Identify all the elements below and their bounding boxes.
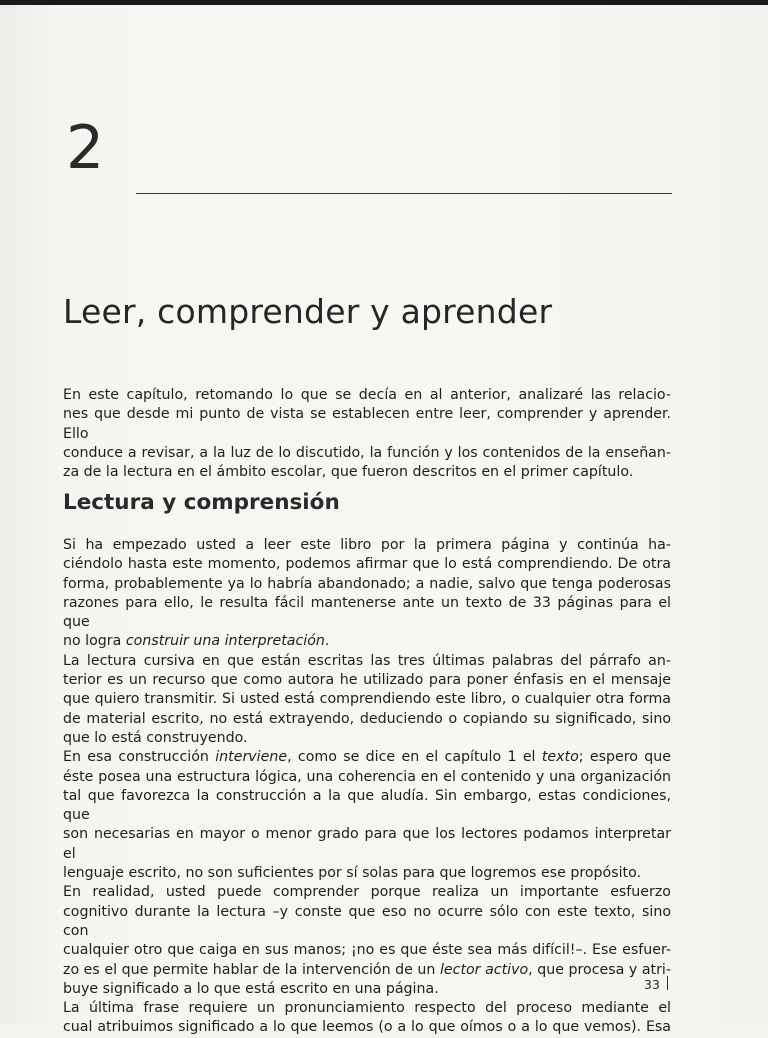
text-line xyxy=(63,729,671,748)
text-line xyxy=(63,748,671,767)
text-run: , como se dice en el capítulo 1 el xyxy=(287,749,542,766)
text-line xyxy=(63,690,671,709)
chapter-title: Leer, comprender y aprender xyxy=(63,292,553,331)
scan-top-edge xyxy=(0,0,768,5)
text-line xyxy=(63,864,671,883)
text-line xyxy=(63,463,671,482)
intro-paragraph xyxy=(63,386,671,482)
text-line xyxy=(63,405,671,444)
text-line xyxy=(63,961,671,980)
text-line xyxy=(63,555,671,574)
line-text: En este capítulo, retomando lo que se decía en al anterior, analizaré las relacio- xyxy=(63,387,671,403)
text-run: cognitivo durante la lectura –y conste que eso no ocurre sólo con este texto, sino con xyxy=(63,903,671,939)
body-paragraph xyxy=(63,748,671,883)
line-text: conduce a revisar, a la luz de lo discutido, la función y los contenidos de la enseñan- xyxy=(63,444,671,461)
text-line xyxy=(63,652,671,671)
text-run: de material escrito, no está extrayendo, deduciendo o copiando su significado, sino xyxy=(63,710,671,727)
text-line xyxy=(63,671,671,690)
italic-run: texto xyxy=(541,749,579,766)
text-run: . xyxy=(324,633,330,650)
text-line xyxy=(63,825,671,864)
text-run: En esa construcción xyxy=(63,749,216,766)
text-line xyxy=(63,980,671,999)
page-number: 33 xyxy=(644,977,660,992)
line-text: nes que desde mi punto de vista se establecen entre leer, comprender y aprender. Ello xyxy=(63,406,671,442)
text-run: razones para ello, le resulta fácil mantenerse ante un texto de 33 páginas para el que xyxy=(63,594,671,631)
text-run: terior es un recurso que como autora he utilizado para poner énfasis en el mensaje xyxy=(63,672,671,689)
text-run: son necesarias en mayor o menor grado para que los lectores podamos interpretar el xyxy=(63,826,671,862)
text-run: ; espero que xyxy=(578,749,671,766)
text-run: La lectura cursiva en que están escritas las tres últimas palabras del párrafo an- xyxy=(63,652,671,669)
text-line xyxy=(63,536,671,555)
text-line xyxy=(63,999,671,1018)
text-run: cualquier otro que caiga en sus manos; ¡no es que éste sea más difícil!–. Ese esfuer- xyxy=(63,942,671,959)
body-text xyxy=(63,536,671,1038)
text-run: ciéndolo hasta este momento, podemos afirmar que lo está comprendiendo. De otra xyxy=(63,556,671,573)
text-run: no logra xyxy=(63,633,126,650)
text-run: En realidad, usted puede comprender porque realiza un importante esfuerzo xyxy=(63,884,671,901)
text-run: tal que favorezca la construcción a la que aludía. Sin embargo, estas condiciones, que xyxy=(63,787,671,824)
text-line xyxy=(63,444,671,463)
text-line xyxy=(63,594,671,633)
text-run: La última frase requiere un pronunciamiento respecto del proceso mediante el xyxy=(63,1000,671,1017)
body-paragraph xyxy=(63,883,671,999)
italic-run: lector activo xyxy=(439,961,529,978)
text-run: buye significado a lo que está escrito en una página. xyxy=(63,980,439,997)
line-text: za de la lectura en el ámbito escolar, que fueron descritos en el primer capítulo. xyxy=(63,464,634,481)
text-line xyxy=(63,787,671,826)
text-line xyxy=(63,1018,671,1037)
chapter-rule xyxy=(136,193,672,194)
text-line xyxy=(63,710,671,729)
italic-run: interviene xyxy=(215,749,288,766)
body-paragraph xyxy=(63,999,671,1038)
text-run: éste posea una estructura lógica, una coherencia en el contenido y una organización xyxy=(63,768,671,785)
body-paragraph xyxy=(63,536,671,652)
text-line xyxy=(63,575,671,594)
page-number-divider xyxy=(667,976,668,990)
text-line xyxy=(63,903,671,942)
italic-run: construir una interpretación xyxy=(125,633,325,650)
text-line xyxy=(63,941,671,960)
text-run: que lo está construyendo. xyxy=(63,729,248,746)
text-run: Si ha empezado usted a leer este libro por la primera página y continúa ha- xyxy=(63,537,671,553)
body-paragraph xyxy=(63,652,671,748)
text-run: cual atribuimos significado a lo que leemos (o a lo que oímos o a lo que vemos). Esa xyxy=(63,1019,671,1036)
text-line xyxy=(63,632,671,651)
chapter-number: 2 xyxy=(66,113,105,183)
text-line xyxy=(63,386,671,405)
text-run: forma, probablemente ya lo habría abandonado; a nadie, salvo que tenga poderosas xyxy=(63,575,671,592)
text-line xyxy=(63,768,671,787)
section-title: Lectura y comprensión xyxy=(63,490,340,515)
text-line xyxy=(63,883,671,902)
text-run: lenguaje escrito, no son suficientes por sí solas para que logremos ese propósito. xyxy=(63,865,642,882)
text-run: zo es el que permite hablar de la intervención de un xyxy=(63,961,440,978)
text-run: , que procesa y atri- xyxy=(528,961,671,978)
text-run: que quiero transmitir. Si usted está comprendiendo este libro, o cualquier otra forma xyxy=(63,691,671,708)
